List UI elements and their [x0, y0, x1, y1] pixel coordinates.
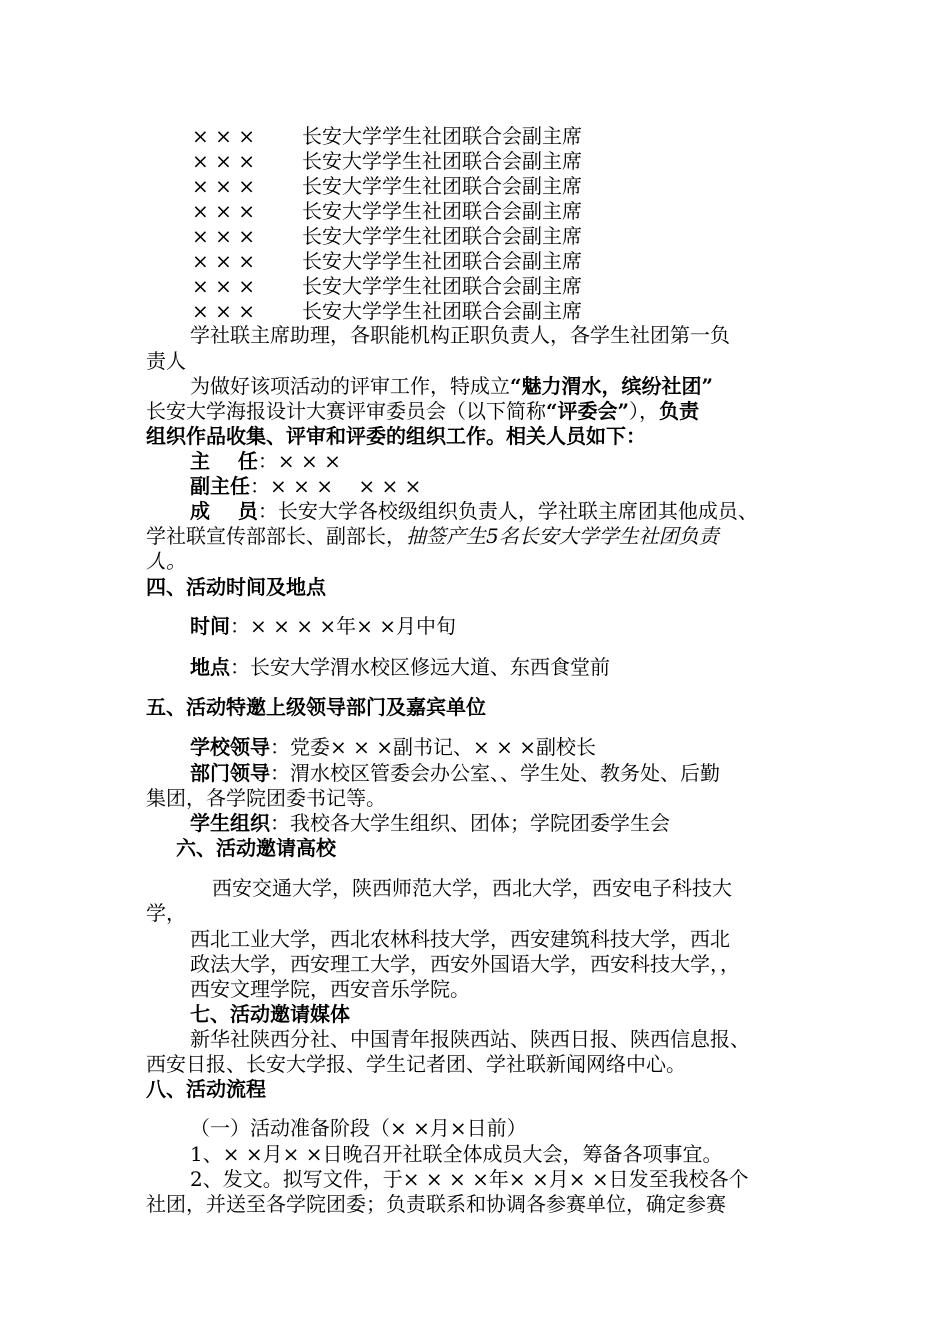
committee-line-2-mid: ）， [629, 399, 660, 423]
committee-vice-director [190, 474, 421, 498]
time-value: ：× × × ×年× ×月中旬 [230, 614, 456, 638]
committee-line-2-text: 长安大学海报设计大赛评审委员会（以下简称 [146, 399, 546, 423]
student-organizations-label: 学生组织 [190, 811, 270, 835]
stage-1-title: （一）活动准备阶段（× ×月×日前） [190, 1116, 527, 1140]
members-label: 成 员 [190, 499, 258, 523]
members-value: ：长安大学各校级组织负责人，学社联主席团其他成员、 [257, 499, 758, 523]
event-title-bold: “魅力渭水，缤纷社团” [510, 374, 714, 398]
section-5-title: 五、活动特邀上级领导部门及嘉宾单位 [146, 695, 486, 719]
member-role: 长安大学学生社团联合会副主席 [302, 224, 582, 248]
director-label: 主 任 [190, 449, 258, 473]
committee-line-1 [190, 374, 713, 398]
media-line-2: 西安日报、长安大学报、学生记者团、学社联新闻网络中心。 [146, 1052, 686, 1076]
school-leaders-label: 学校领导 [190, 735, 270, 759]
committee-line-3: 组织作品收集、评审和评委的组织工作。相关人员如下： [146, 424, 646, 448]
member-name: × × × [192, 174, 255, 198]
section-7-title: 七、活动邀请媒体 [190, 1002, 350, 1026]
school-leaders-value: ：党委× × ×副书记、× × ×副校长 [270, 735, 596, 759]
department-leaders-line-2: 集团，各学院团委书记等。 [146, 786, 386, 810]
member-name: × × × [192, 274, 255, 298]
vice-director-value: ：× × × × × × [250, 474, 422, 498]
section-8-title: 八、活动流程 [146, 1077, 266, 1101]
committee-members [190, 499, 758, 523]
media-line-1: 新华社陕西分社、中国青年报陕西站、陕西日报、陕西信息报、 [190, 1027, 750, 1051]
universities-line-2: 学， [146, 901, 186, 925]
member-role: 长安大学学生社团联合会副主席 [302, 174, 582, 198]
universities-line-4: 政法大学，西安理工大学，西安外国语大学，西安科技大学，， [190, 952, 740, 976]
committee-members-line-2 [146, 524, 719, 548]
department-leaders [190, 761, 720, 785]
member-name: × × × [192, 249, 255, 273]
member-name: × × × [192, 149, 255, 173]
school-leaders [190, 735, 596, 759]
student-organizations [190, 811, 670, 835]
members-line-2-italic: 抽签产生5名长安大学学生社团负责 [406, 524, 719, 548]
student-organizations-value: ：我校各大学生组织、团体；学院团委学生会 [270, 811, 670, 835]
committee-members-line-3: 人。 [146, 549, 186, 573]
member-name: × × × [192, 124, 255, 148]
place-value: ：长安大学渭水校区修远大道、东西食堂前 [230, 655, 610, 679]
time-label: 时间 [190, 614, 230, 638]
universities-line-3: 西北工业大学，西北农林科技大学，西安建筑科技大学，西北 [190, 927, 730, 951]
member-name: × × × [192, 224, 255, 248]
committee-line-2-bold-end: 负责 [659, 399, 700, 423]
vice-director-label: 副主任 [190, 474, 250, 498]
member-role: 长安大学学生社团联合会副主席 [302, 124, 582, 148]
committee-line-2 [146, 399, 699, 423]
universities-line-1: 西安交通大学，陕西师范大学，西北大学，西安电子科技大 [212, 876, 732, 900]
committee-line-1-text: 为做好该项活动的评审工作，特成立 [190, 374, 510, 398]
committee-abbr-bold: “评委会” [546, 399, 630, 423]
member-name: × × × [192, 299, 255, 323]
assistants-line-1: 学社联主席助理，各职能机构正职负责人，各学生社团第一负 [190, 323, 730, 347]
stage-1-item-1: 1、× ×月× ×日晚召开社联全体成员大会，筹备各项事宜。 [190, 1142, 723, 1166]
director-value: ：× × × [257, 449, 341, 473]
member-role: 长安大学学生社团联合会副主席 [302, 149, 582, 173]
section-4-title: 四、活动时间及地点 [146, 575, 326, 599]
member-role: 长安大学学生社团联合会副主席 [302, 199, 582, 223]
section-6-title: 六、活动邀请高校 [176, 836, 336, 860]
member-role: 长安大学学生社团联合会副主席 [302, 249, 582, 273]
universities-line-5: 西安文理学院，西安音乐学院。 [190, 977, 470, 1001]
assistants-line-2: 责人 [146, 349, 186, 373]
committee-director [190, 449, 341, 473]
stage-1-item-2-line-2: 社团，并送至各学院团委；负责联系和协调各参赛单位，确定参赛 [146, 1192, 726, 1216]
stage-1-item-2: 2、发文。拟写文件，于× × × ×年× ×月× ×日发至我校各个 [190, 1167, 749, 1191]
department-leaders-label: 部门领导 [190, 761, 270, 785]
place-label: 地点 [190, 655, 230, 679]
members-line-2-text: 学社联宣传部部长、副部长， [146, 524, 406, 548]
department-leaders-value: ：渭水校区管委会办公室、、学生处、教务处、后勤 [270, 761, 720, 785]
member-role: 长安大学学生社团联合会副主席 [302, 274, 582, 298]
event-time [190, 614, 456, 638]
member-name: × × × [192, 199, 255, 223]
member-role: 长安大学学生社团联合会副主席 [302, 299, 582, 323]
event-place [190, 655, 610, 679]
